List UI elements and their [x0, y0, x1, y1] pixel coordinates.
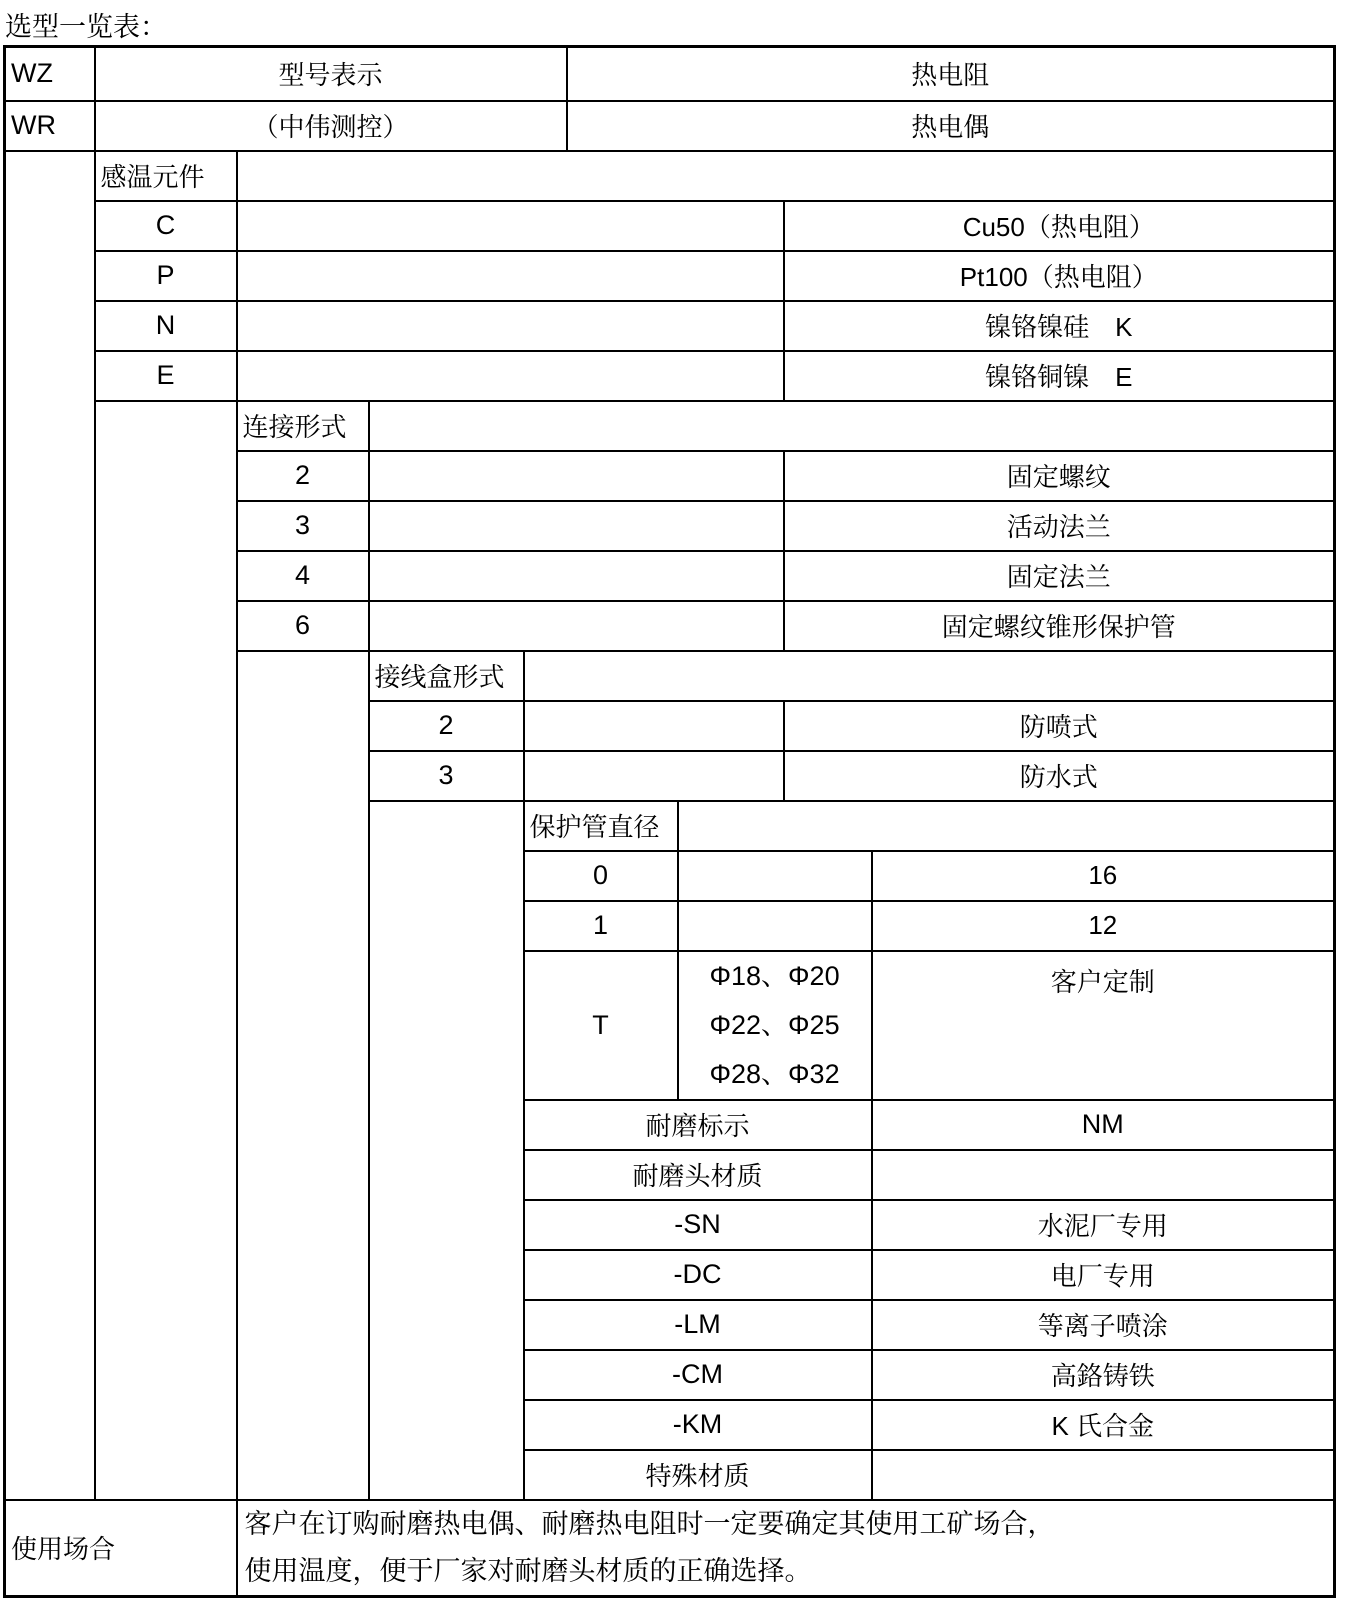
tube-diameter-list-cell: [678, 951, 872, 1100]
connection-desc-cell: 固定螺纹锥形保护管: [784, 601, 1335, 651]
tube-section-label: 保护管直径: [524, 801, 678, 851]
wear-code-cell: -DC: [524, 1250, 872, 1300]
sensor-code-cell: E: [95, 351, 237, 401]
wear-code-cell: -LM: [524, 1300, 872, 1350]
sensor-section-label: 感温元件: [95, 151, 237, 201]
model-code-wr: WR: [5, 101, 95, 151]
sensor-desc-cell: Pt100（热电阻）: [784, 251, 1335, 301]
spacer-cell: [524, 651, 1335, 701]
spacer-cell: [237, 201, 784, 251]
spacer-cell: [369, 551, 784, 601]
spacer-cell: [369, 401, 1335, 451]
spacer-cell: [95, 401, 237, 1500]
tube-diameter-line: Φ28、Φ32: [709, 1058, 840, 1089]
tube-diameter-line: Φ18、Φ20: [709, 960, 840, 991]
tube-custom-desc-cell: 客户定制: [872, 951, 1335, 1100]
connection-section-row: [5, 401, 1335, 451]
header-row-wz: [5, 47, 1335, 101]
spacer-cell: [237, 351, 784, 401]
connection-code-cell: 2: [237, 451, 369, 501]
connection-desc-cell: 活动法兰: [784, 501, 1335, 551]
sensor-code-cell: C: [95, 201, 237, 251]
spacer-cell: [524, 701, 784, 751]
usage-label: 使用场合: [5, 1500, 237, 1597]
spacer-cell: [678, 901, 872, 951]
model-label-cell: 型号表示: [95, 47, 567, 101]
junction-box-desc-cell: 防水式: [784, 751, 1335, 801]
wear-mark-label: 耐磨标示: [524, 1100, 872, 1150]
wear-desc-cell: 等离子喷涂: [872, 1300, 1335, 1350]
connection-code-cell: 3: [237, 501, 369, 551]
usage-text-line: 客户在订购耐磨热电偶、耐磨热电阻时一定要确定其使用工矿场合，: [244, 1508, 1055, 1539]
sensor-option-row: [5, 251, 1335, 301]
tube-desc-cell: 16: [872, 851, 1335, 901]
wear-desc-cell: 电厂专用: [872, 1250, 1335, 1300]
tube-diameter-line: Φ22、Φ25: [709, 1009, 840, 1040]
spacer-cell: [237, 251, 784, 301]
spacer-cell: [237, 151, 1335, 201]
usage-text-line: 使用温度，便于厂家对耐磨头材质的正确选择。: [244, 1555, 812, 1586]
wear-head-label: 耐磨头材质: [524, 1150, 872, 1200]
wear-mark-value: NM: [872, 1100, 1335, 1150]
connection-desc-cell: 固定法兰: [784, 551, 1335, 601]
wear-desc-cell: 高鉻铸铁: [872, 1350, 1335, 1400]
tube-code-cell: 0: [524, 851, 678, 901]
sensor-section-row: [5, 151, 1335, 201]
wear-code-cell: -CM: [524, 1350, 872, 1400]
spacer-cell: [369, 451, 784, 501]
header-row-wr: [5, 101, 1335, 151]
sensor-option-row: [5, 351, 1335, 401]
spacer-cell: [872, 1450, 1335, 1500]
sensor-desc-cell: Cu50（热电阻）: [784, 201, 1335, 251]
spacer-cell: [524, 751, 784, 801]
spacer-cell: [369, 501, 784, 551]
spacer-cell: [237, 651, 369, 1500]
sensor-desc-cell: 镍铬镍硅 K: [784, 301, 1335, 351]
tube-code-cell: 1: [524, 901, 678, 951]
spacer-cell: [872, 1150, 1335, 1200]
sensor-option-row: [5, 201, 1335, 251]
wear-code-cell: -KM: [524, 1400, 872, 1450]
spacer-cell: [369, 601, 784, 651]
sensor-option-row: [5, 301, 1335, 351]
tube-custom-code-cell: T: [524, 951, 678, 1100]
junction-box-desc-cell: 防喷式: [784, 701, 1335, 751]
spacer-cell: [678, 851, 872, 901]
wear-code-cell: -SN: [524, 1200, 872, 1250]
model-code-wz: WZ: [5, 47, 95, 101]
connection-section-label: 连接形式: [237, 401, 369, 451]
wear-desc-cell: 水泥厂专用: [872, 1200, 1335, 1250]
junction-box-section-label: 接线盒形式: [369, 651, 524, 701]
usage-text-cell: [237, 1500, 1335, 1597]
usage-row: [5, 1500, 1335, 1597]
spacer-cell: [678, 801, 1335, 851]
tube-desc-cell: 12: [872, 901, 1335, 951]
spacer-cell: [237, 301, 784, 351]
sensor-desc-cell: 镍铬铜镍 E: [784, 351, 1335, 401]
connection-code-cell: 4: [237, 551, 369, 601]
sensor-code-cell: P: [95, 251, 237, 301]
junction-box-code-cell: 3: [369, 751, 524, 801]
tc-label-cell: 热电偶: [567, 101, 1335, 151]
connection-code-cell: 6: [237, 601, 369, 651]
wear-desc-cell: K 氏合金: [872, 1400, 1335, 1450]
rtd-label-cell: 热电阻: [567, 47, 1335, 101]
spacer-cell: [5, 151, 95, 1500]
connection-desc-cell: 固定螺纹: [784, 451, 1335, 501]
spacer-cell: [369, 801, 524, 1500]
wear-special-label: 特殊材质: [524, 1450, 872, 1500]
selection-table: [3, 45, 1336, 1598]
sensor-code-cell: N: [95, 301, 237, 351]
page-title: 选型一览表：: [5, 12, 167, 42]
brand-cell: （中伟测控）: [95, 101, 567, 151]
junction-box-code-cell: 2: [369, 701, 524, 751]
